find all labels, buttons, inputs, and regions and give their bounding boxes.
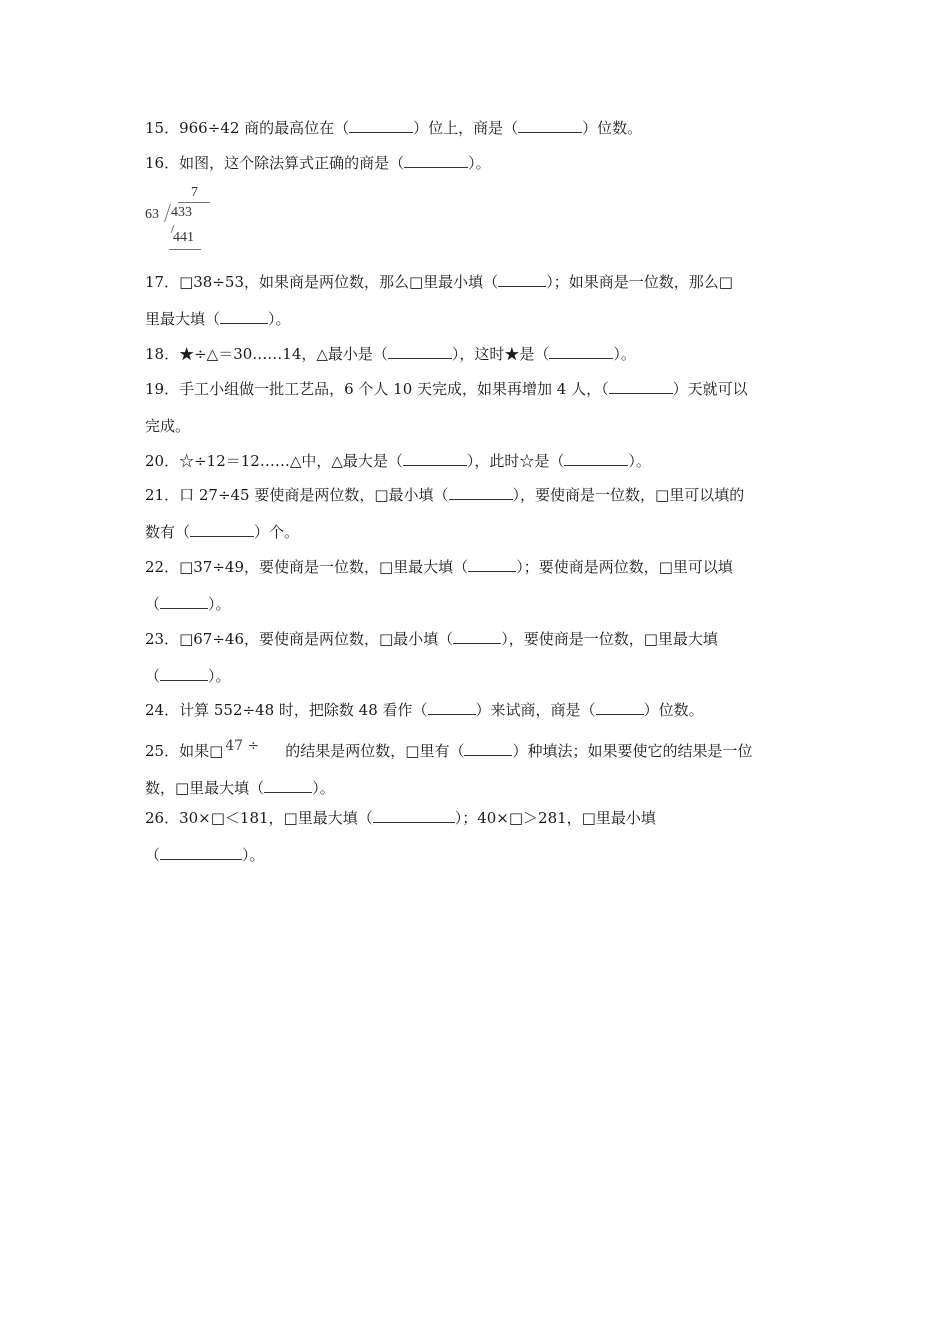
answer-blank[interactable]	[160, 596, 208, 609]
product-line	[169, 249, 201, 250]
figure-quotient: 7	[191, 185, 198, 200]
question-20: 20．☆÷12＝12……△中，△最大是（ ），此时☆是（ ）。	[145, 452, 651, 470]
answer-blank[interactable]	[518, 120, 582, 133]
expression-image: 47 ÷	[225, 738, 260, 754]
question-23: 23．□67÷46，要使商是两位数，□最小填（ ），要使商是一位数，□里最大填 （ ）。	[145, 630, 718, 685]
answer-blank[interactable]	[498, 274, 546, 287]
answer-blank[interactable]	[190, 524, 254, 537]
question-19: 19．手工小组做一批工艺品，6 个人 10 天完成，如果再增加 4 人，（ ）天就可以 完成。	[145, 380, 748, 435]
question-16: 16．如图，这个除法算式正确的商是（ ）。	[145, 154, 491, 172]
answer-blank[interactable]	[449, 487, 513, 500]
answer-blank[interactable]	[453, 631, 501, 644]
answer-blank[interactable]	[404, 155, 468, 168]
figure-product: 441	[173, 230, 194, 245]
figure-dividend: 433	[171, 205, 192, 220]
answer-blank[interactable]	[349, 120, 413, 133]
quotient-line	[178, 202, 210, 203]
figure-divisor: 63	[145, 207, 159, 222]
answer-blank[interactable]	[388, 346, 452, 359]
answer-blank[interactable]	[468, 559, 516, 572]
answer-blank[interactable]	[464, 743, 512, 756]
long-division-figure	[145, 185, 215, 255]
answer-blank[interactable]	[264, 780, 312, 793]
question-22: 22．□37÷49，要使商是一位数，□里最大填（ ）；要使商是两位数，□里可以填 （ ）。	[145, 558, 733, 613]
answer-blank[interactable]	[549, 346, 613, 359]
question-18: 18．★÷△＝30……14，△最小是（ ），这时★是（ ）。	[145, 345, 636, 363]
question-26: 26．30×□＜181，□里最大填（ ）；40×□＞281，□里最小填 （ ）。	[145, 809, 656, 864]
answer-blank[interactable]	[596, 702, 644, 715]
answer-blank[interactable]	[403, 453, 467, 466]
question-21: 21．口 27÷45 要使商是两位数，□最小填（ ），要使商是一位数，□里可以填的 数有（ ）个。	[145, 486, 745, 541]
answer-blank[interactable]	[428, 702, 476, 715]
answer-blank[interactable]	[160, 847, 242, 860]
question-17: 17．□38÷53，如果商是两位数，那么□里最小填（ ）；如果商是一位数，那么□ 里最大填（ ）。	[145, 273, 733, 328]
question-25: 25．如果□ 47 ÷ 的结果是两位数，□里有（ ）种填法；如果要使它的结果是一位 数，□里最大填（ ）。	[145, 738, 753, 797]
question-15: 15．966÷42 商的最高位在（ ）位上，商是（ ）位数。	[145, 119, 643, 137]
answer-blank[interactable]	[160, 668, 208, 681]
answer-blank[interactable]	[609, 381, 673, 394]
answer-blank[interactable]	[564, 453, 628, 466]
answer-blank[interactable]	[220, 311, 268, 324]
answer-blank[interactable]	[373, 810, 455, 823]
question-24: 24．计算 552÷48 时，把除数 48 看作（ ）来试商，商是（ ）位数。	[145, 701, 704, 719]
